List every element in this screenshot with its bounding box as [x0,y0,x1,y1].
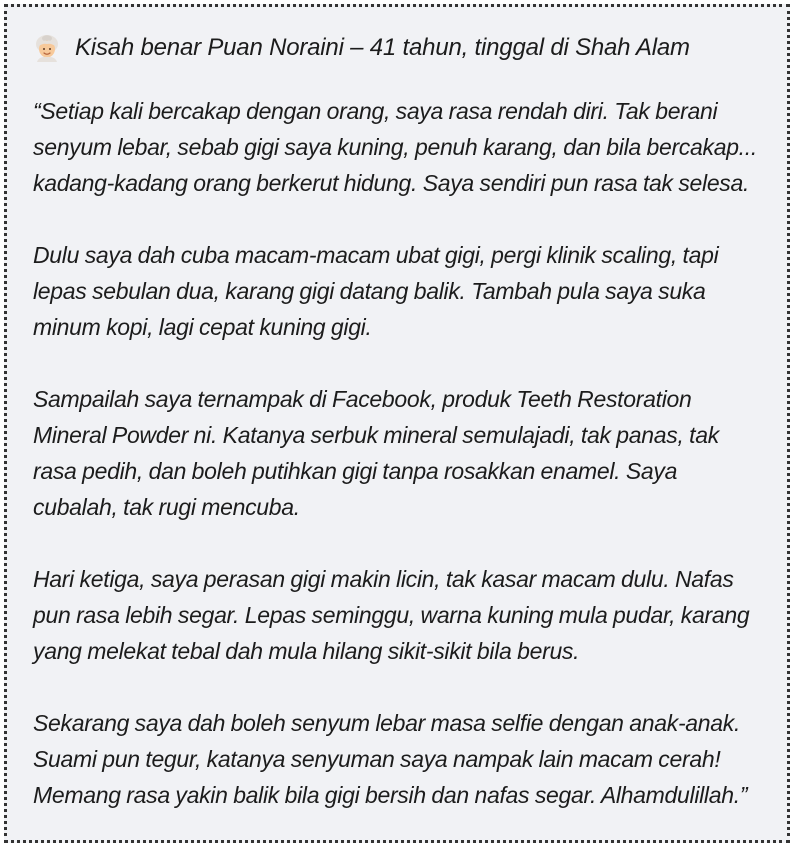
testimonial-paragraph: Sekarang saya dah boleh senyum lebar masa selfie dengan anak-anak. Suami pun tegur, katanya senyuman saya nampak lain macam cerah! Memang rasa yakin balik bila gigi bersih dan nafas segar. Alhamdulillah.” [33,710,748,808]
testimonial-paragraph: Dulu saya dah cuba macam-macam ubat gigi, pergi klinik scaling, tapi lepas sebulan dua, karang gigi datang balik. Tambah pula saya suka minum kopi, lagi cepat kuning gigi. [33,242,719,340]
testimonial-card [4,4,790,843]
testimonial-paragraph: Hari ketiga, saya perasan gigi makin licin, tak kasar macam dulu. Nafas pun rasa lebih segar. Lepas seminggu, warna kuning mula pudar, karang yang melekat tebal dah mula hilang sikit-sikit bila berus. [33,566,750,664]
testimonial-paragraph: “Setiap kali bercakap dengan orang, saya rasa rendah diri. Tak berani senyum lebar, sebab gigi saya kuning, penuh karang, dan bila bercakap... kadang-kadang orang berkerut hidung. Saya sendiri pun rasa tak selesa. [33,98,757,196]
testimonial-heading [33,33,765,63]
older-woman-emoji-icon [33,34,61,62]
testimonial-paragraph: Sampailah saya ternampak di Facebook, produk Teeth Restoration Mineral Powder ni. Katanya serbuk mineral semulajadi, tak panas, tak rasa pedih, dan boleh putihkan gigi tanpa rosakkan enamel. Saya cubalah, tak rugi mencuba. [33,386,719,520]
testimonial-title: Kisah benar Puan Noraini – 41 tahun, tinggal di Shah Alam [75,34,690,61]
